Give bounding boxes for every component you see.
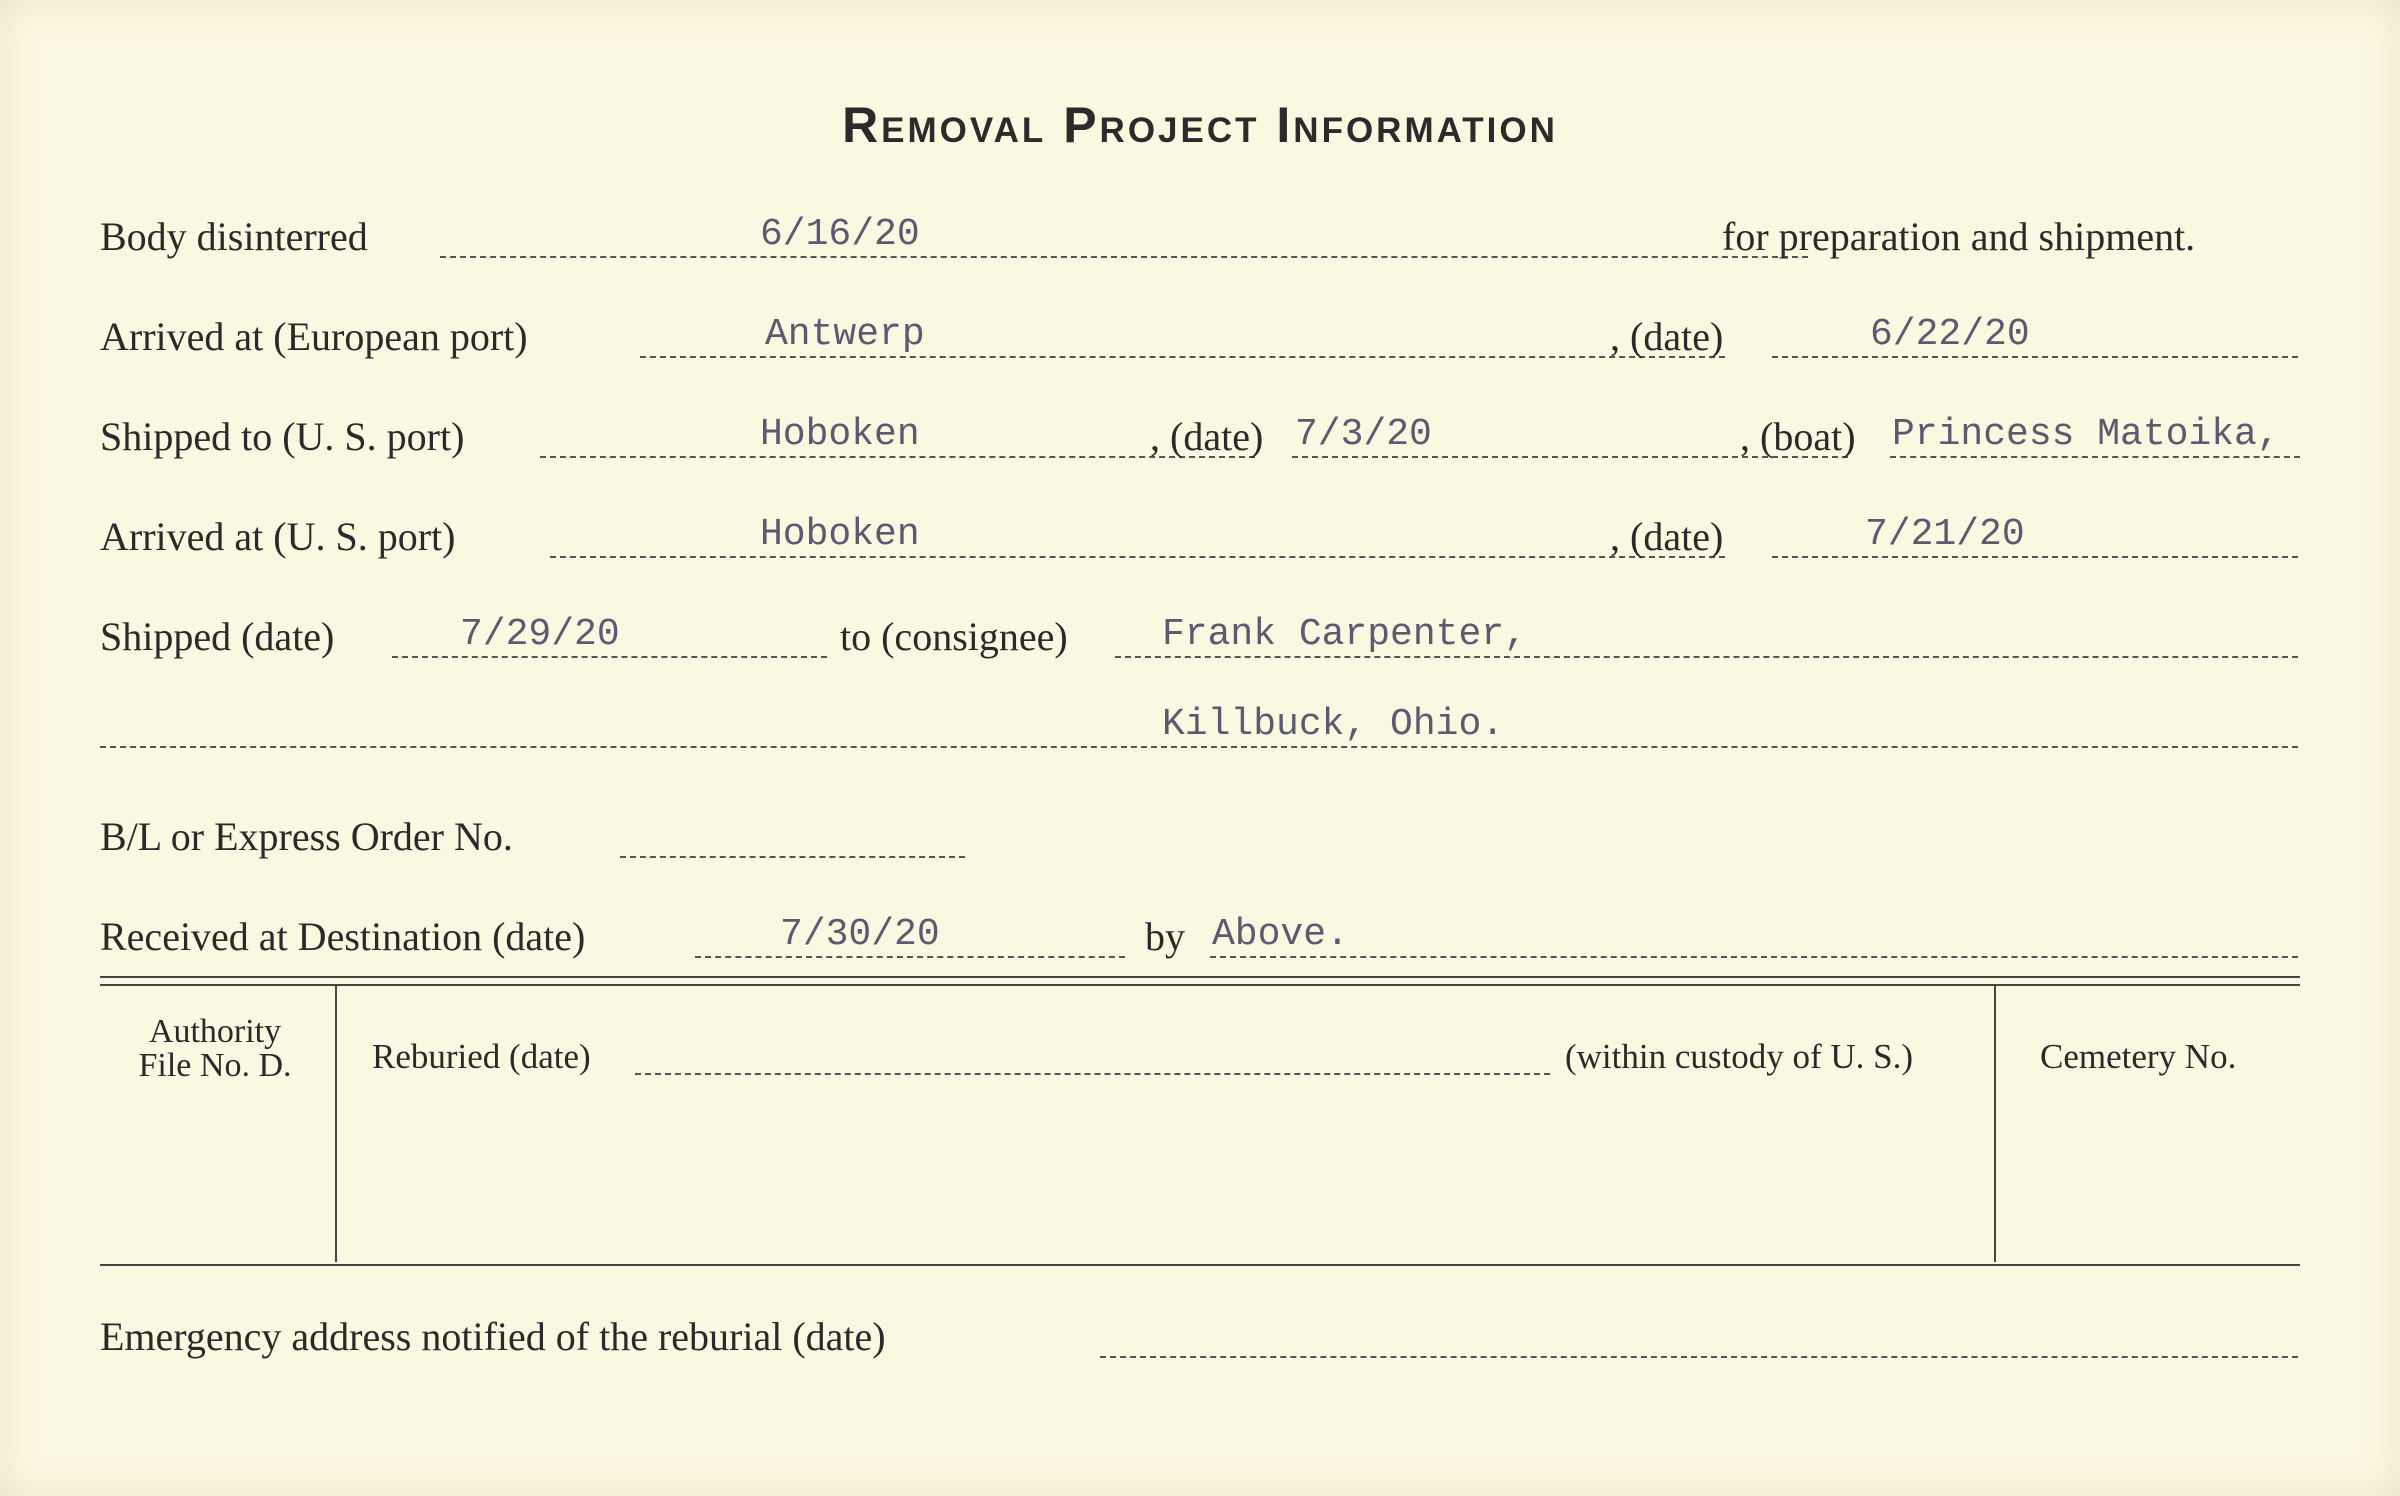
reburied-line [635, 1073, 1550, 1075]
shipped-us-port-value: Hoboken [760, 413, 920, 456]
arrived-us-date-value: 7/21/20 [1865, 513, 2025, 556]
received-by-value: Above. [1212, 913, 1349, 956]
shipped-us-boat-value: Princess Matoika, [1892, 413, 2280, 456]
disinterred-date-line [440, 256, 1808, 258]
bl-label: B/L or Express Order No. [100, 814, 513, 859]
arrived-us-date-line [1772, 556, 2298, 558]
reburied-label: Reburied (date) [372, 1037, 591, 1076]
arrived-us-label: Arrived at (U. S. port) [100, 514, 456, 559]
european-port-line [640, 356, 1725, 358]
shipped-us-date-value: 7/3/20 [1295, 413, 1432, 456]
emergency-row [100, 1300, 2300, 1370]
received-row [100, 900, 2300, 970]
shipped-us-label: Shipped to (U. S. port) [100, 414, 465, 459]
emergency-line [1100, 1356, 2298, 1358]
shipped-row [100, 600, 2300, 670]
received-date-value: 7/30/20 [780, 913, 940, 956]
disinterred-label: Body disinterred [100, 214, 368, 259]
page-title: Removal Project Information [842, 97, 1558, 153]
disinterred-suffix: for preparation and shipment. [1722, 214, 2196, 259]
received-by-label: by [1145, 914, 1185, 959]
received-date-line [695, 956, 1125, 958]
table-top-rule [100, 976, 2300, 978]
received-by-line [1210, 956, 2298, 958]
shipped-date-line [392, 656, 827, 658]
consignee-label: to (consignee) [840, 614, 1068, 659]
arrived-us-port-line [550, 556, 1725, 558]
european-port-date-value: 6/22/20 [1870, 313, 2030, 356]
bl-row [100, 800, 2300, 870]
received-label: Received at Destination (date) [100, 914, 586, 959]
disinterred-row [100, 200, 2300, 270]
address-line [100, 746, 2298, 748]
reburied-row [100, 1025, 2300, 1085]
consignee-address-value: Killbuck, Ohio. [1162, 703, 1505, 746]
european-port-date-line [1772, 356, 2298, 358]
custody-label: (within custody of U. S.) [1565, 1037, 1914, 1076]
shipped-us-row [100, 400, 2300, 470]
shipped-label: Shipped (date) [100, 614, 335, 659]
disinterred-date-value: 6/16/20 [760, 213, 920, 256]
arrived-us-row [100, 500, 2300, 570]
european-port-value: Antwerp [765, 313, 925, 356]
shipped-us-date-label: , (date) [1150, 414, 1264, 459]
shipped-us-boat-line [1890, 456, 2300, 458]
emergency-label: Emergency address notified of the reburial (date) [100, 1314, 886, 1359]
authority-line2: File No. D. [138, 1047, 292, 1084]
shipped-date-value: 7/29/20 [460, 613, 620, 656]
authority-line1: Authority [148, 1013, 282, 1050]
bl-line [620, 856, 965, 858]
shipped-us-port-line [540, 456, 1255, 458]
table-bottom-rule [100, 1264, 2300, 1266]
table-top-rule-inner [100, 984, 2300, 986]
arrived-us-date-label: , (date) [1610, 514, 1724, 559]
european-port-label: Arrived at (European port) [100, 314, 528, 359]
european-port-date-label: , (date) [1610, 314, 1724, 359]
address-row [100, 690, 2300, 760]
shipped-us-boat-label: , (boat) [1740, 414, 1856, 459]
consignee-value: Frank Carpenter, [1162, 613, 1527, 656]
cemetery-label: Cemetery No. [2040, 1037, 2237, 1076]
consignee-line [1115, 656, 2298, 658]
european-port-row [100, 300, 2300, 370]
arrived-us-port-value: Hoboken [760, 513, 920, 556]
